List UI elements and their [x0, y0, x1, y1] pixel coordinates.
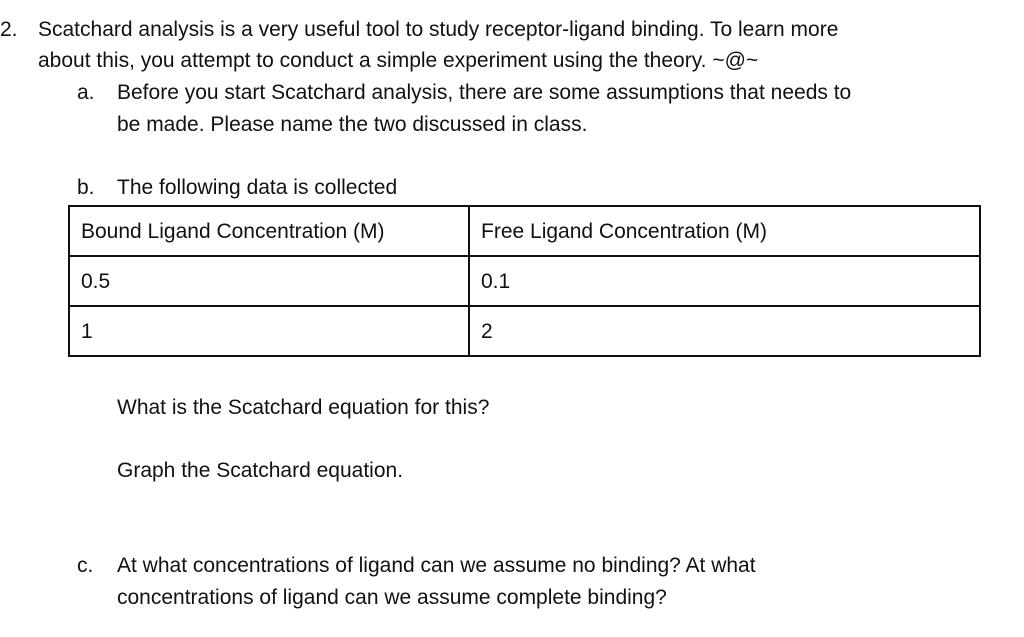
intro-line-2: about this, you attempt to conduct a simple experiment using the theory. ~@~ — [38, 49, 759, 72]
cell-bound: 0.5 — [69, 256, 469, 306]
data-table — [68, 205, 981, 357]
part-b-question-equation: What is the Scatchard equation for this? — [117, 396, 490, 419]
part-b-question-graph: Graph the Scatchard equation. — [117, 459, 404, 482]
cell-bound: 1 — [69, 306, 469, 356]
part-a-label: a. — [77, 81, 95, 104]
part-c-line-2: concentrations of ligand can we assume complete binding? — [117, 586, 667, 609]
table-row — [69, 306, 980, 356]
part-a-line-1: Before you start Scatchard analysis, there are some assumptions that needs to — [117, 81, 852, 104]
intro-line-1: Scatchard analysis is a very useful tool to study receptor-ligand binding. To learn more — [38, 18, 839, 41]
cell-free: 2 — [469, 306, 980, 356]
header-bound-ligand: Bound Ligand Concentration (M) — [69, 206, 469, 256]
table-row — [69, 256, 980, 306]
table-header-row — [69, 206, 980, 256]
header-free-ligand: Free Ligand Concentration (M) — [469, 206, 980, 256]
part-b-label: b. — [77, 176, 95, 199]
cell-free: 0.1 — [469, 256, 980, 306]
part-c-label: c. — [77, 554, 94, 577]
part-a-line-2: be made. Please name the two discussed in class. — [117, 113, 588, 136]
part-b-heading: The following data is collected — [117, 176, 398, 199]
part-c-line-1: At what concentrations of ligand can we assume no binding? At what — [117, 554, 756, 577]
question-number: 2. — [0, 18, 18, 41]
